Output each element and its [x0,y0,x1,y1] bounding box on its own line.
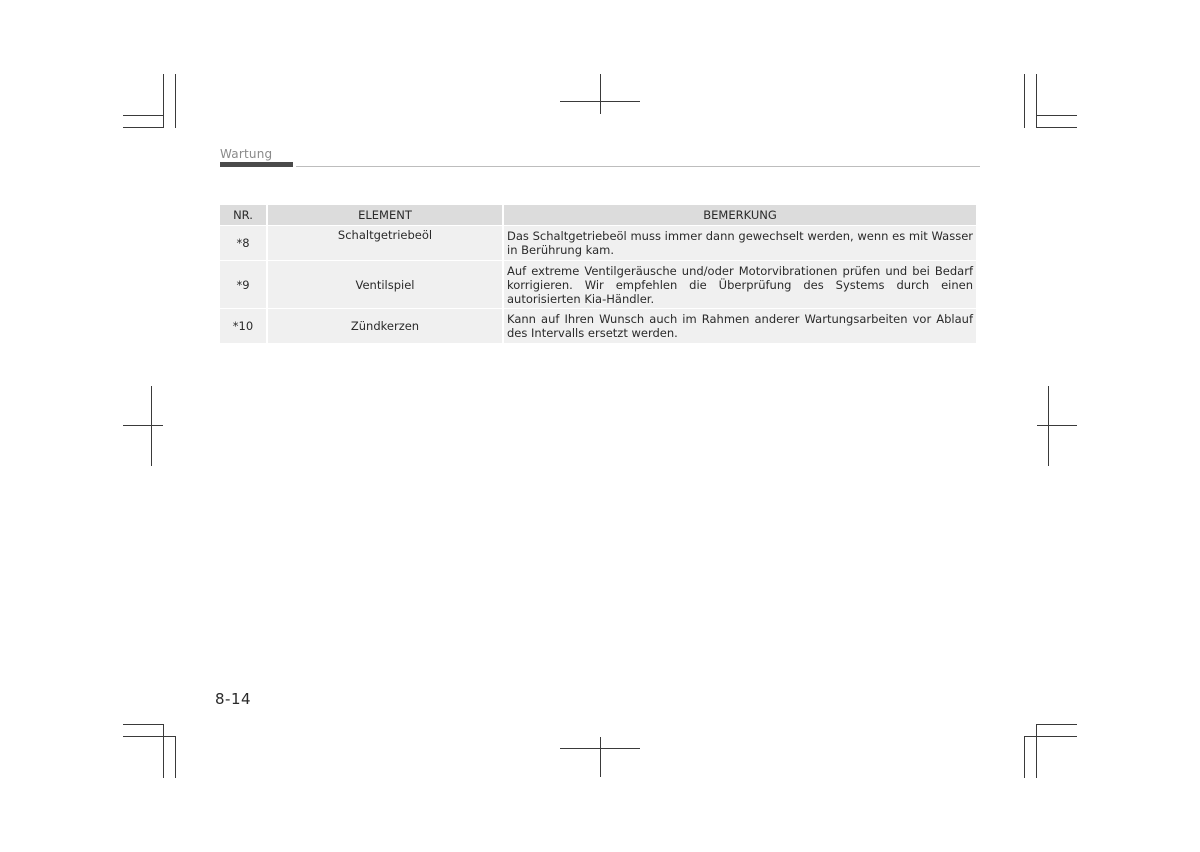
table-row [220,226,976,260]
crop-mark [1036,74,1037,128]
cell-nr: *8 [220,226,266,260]
section-rule [296,166,980,167]
crop-mark [1036,724,1037,778]
cell-nr: *10 [220,309,266,343]
crop-mark [1024,736,1025,778]
cell-element: Ventilspiel [268,261,502,308]
crop-mark [123,425,163,426]
section-accent-bar [220,162,293,167]
crop-mark [600,74,601,114]
cell-remark: Das Schaltgetriebeöl muss immer dann gewechselt werden, wenn es mit Wasser in Berührung kam. [504,226,976,260]
table-header-row [220,205,976,225]
section-header [220,147,980,169]
crop-mark [175,74,176,128]
cell-remark: Auf extreme Ventilgeräusche und/oder Motorvibrationen prüfen und bei Bedarf korrigieren. Wir empfehlen die Überprüfung des Systems durch einen autorisierten Kia-Händler. [504,261,976,308]
crop-mark [560,748,640,749]
crop-mark [123,724,163,725]
cell-nr: *9 [220,261,266,308]
crop-mark [163,74,164,128]
page-number: 8-14 [215,690,252,708]
header-nr: NR. [220,205,266,225]
crop-mark [600,737,601,777]
crop-mark [1037,724,1077,725]
crop-mark [123,115,163,116]
crop-mark [123,736,175,737]
table-row [220,261,976,308]
crop-mark [1024,74,1025,128]
crop-mark [1048,386,1049,466]
crop-mark [175,736,176,778]
header-element: ELEMENT [268,205,502,225]
cell-remark: Kann auf Ihren Wunsch auch im Rahmen anderer Wartungsarbeiten vor Ablauf des Intervalls ersetzt werden. [504,309,976,343]
crop-mark [1024,736,1077,737]
crop-mark [1037,115,1077,116]
table-row [220,309,976,343]
maintenance-table [218,204,978,344]
cell-element: Schaltgetriebeöl [268,226,502,260]
crop-mark [1037,127,1077,128]
crop-mark [163,724,164,778]
crop-mark [151,386,152,466]
crop-mark [123,127,163,128]
cell-element: Zündkerzen [268,309,502,343]
crop-mark [560,101,640,102]
header-remark: BEMERKUNG [504,205,976,225]
section-title: Wartung [220,147,273,161]
crop-mark [1037,425,1077,426]
